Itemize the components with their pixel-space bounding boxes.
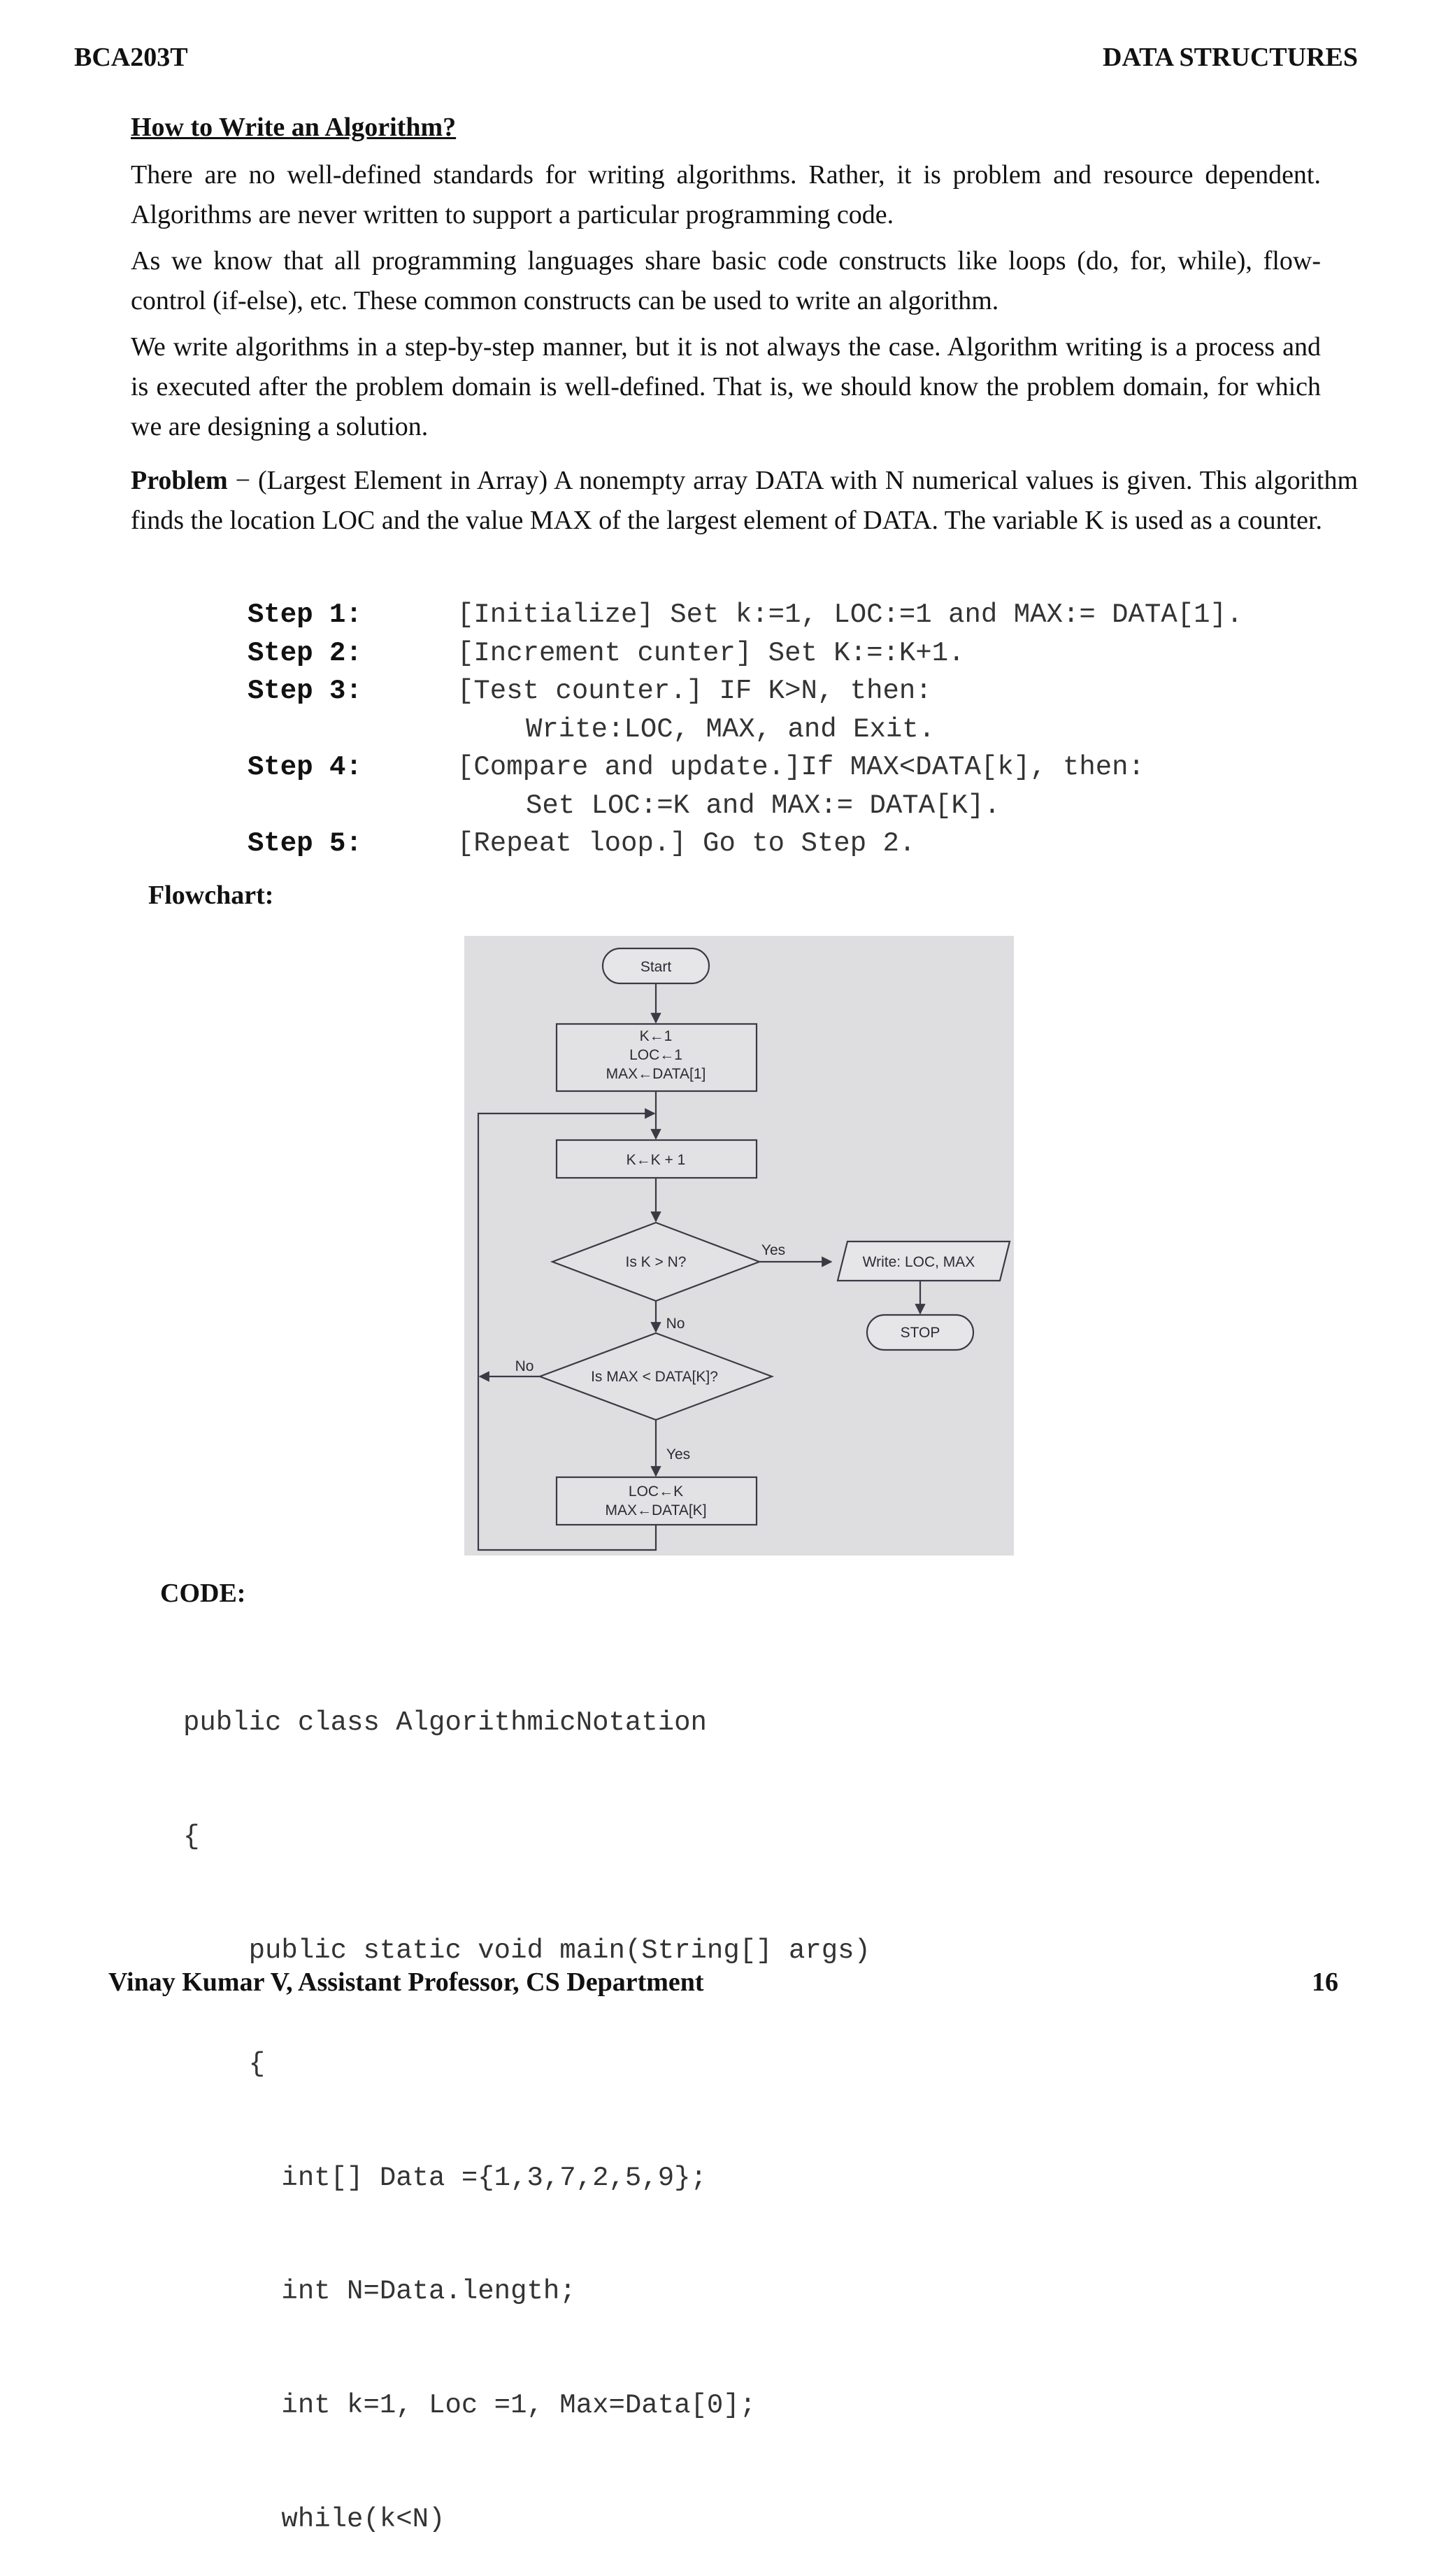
paragraph-1: There are no well-defined standards for writing algorithms. Rather, it is problem and resource dependent. Algorithms are never written to support a particular programming code. bbox=[131, 160, 1321, 229]
step-4-continuation bbox=[248, 787, 1243, 825]
section-title: How to Write an Algorithm? bbox=[131, 113, 457, 142]
init-line-1: K←1 bbox=[639, 1028, 673, 1044]
code-line: int k=1, Loc =1, Max=Data[0]; bbox=[183, 2390, 757, 2421]
problem-text: − (Largest Element in Array) A nonempty array DATA with N numerical values is given. This algorithm finds the location LOC and the value MAX of the largest element of DATA. The variable K is used as a counter. bbox=[131, 466, 1358, 535]
page-number: 16 bbox=[1312, 1967, 1338, 1997]
step-4 bbox=[248, 748, 1243, 787]
increment-label: K←K + 1 bbox=[626, 1152, 686, 1168]
code-line: int N=Data.length; bbox=[183, 2276, 576, 2307]
code-line: { bbox=[183, 1821, 200, 1853]
start-label: Start bbox=[640, 959, 672, 975]
step-text: [Repeat loop.] Go to Step 2. bbox=[457, 828, 916, 859]
code-line: { bbox=[183, 2049, 266, 2080]
update-line-1: LOC←K bbox=[628, 1483, 684, 1500]
problem-statement bbox=[131, 461, 1358, 541]
step-2 bbox=[248, 634, 1243, 673]
step-text: [Test counter.] IF K>N, then: bbox=[457, 676, 932, 706]
step-3 bbox=[248, 672, 1243, 711]
flowchart-image bbox=[464, 936, 1014, 1556]
algorithm-steps bbox=[248, 596, 1243, 863]
no-label-2: No bbox=[515, 1358, 534, 1374]
flowchart-diagram bbox=[464, 936, 1014, 1556]
decision2-label: Is MAX < DATA[K]? bbox=[591, 1369, 718, 1385]
step-label: Step 1: bbox=[248, 599, 362, 630]
course-title: DATA STRUCTURES bbox=[1103, 43, 1358, 72]
step-label: Step 3: bbox=[248, 676, 362, 706]
step-3-continuation bbox=[248, 711, 1243, 749]
init-line-3: MAX←DATA[1] bbox=[606, 1066, 706, 1082]
decision1-label: Is K > N? bbox=[625, 1254, 687, 1270]
stop-label: STOP bbox=[900, 1325, 940, 1341]
step-text: [Initialize] Set k:=1, LOC:=1 and MAX:= DATA[1]. bbox=[457, 599, 1243, 630]
problem-label: Problem bbox=[131, 466, 228, 495]
update-line-2: MAX←DATA[K] bbox=[605, 1502, 707, 1518]
footer-author: Vinay Kumar V, Assistant Professor, CS Department bbox=[108, 1967, 704, 1997]
step-text: [Increment cunter] Set K:=:K+1. bbox=[457, 637, 965, 669]
step-label: Step 5: bbox=[248, 828, 362, 859]
no-label-1: No bbox=[666, 1316, 685, 1332]
step-1 bbox=[248, 596, 1243, 634]
yes-label-1: Yes bbox=[761, 1242, 786, 1258]
paragraph-3: We write algorithms in a step-by-step manner, but it is not always the case. Algorithm writing is a process and is executed after the problem domain is well-defined. That is, we should know the problem domain, for which we are designing a solution. bbox=[131, 332, 1321, 441]
flowchart-heading: Flowchart: bbox=[148, 881, 274, 910]
init-line-2: LOC←1 bbox=[629, 1047, 682, 1063]
step-text: Write:LOC, MAX, and Exit. bbox=[526, 713, 936, 745]
step-label: Step 2: bbox=[248, 637, 362, 669]
step-text: [Compare and update.]If MAX<DATA[k], then: bbox=[457, 752, 1145, 783]
course-code: BCA203T bbox=[74, 43, 188, 72]
step-label: Step 4: bbox=[248, 752, 362, 783]
paragraph-2: As we know that all programming languages share basic code constructs like loops (do, for, while), flow-control (if-else), etc. These common constructs can be used to write an algorithm. bbox=[131, 246, 1321, 315]
code-line: while(k<N) bbox=[183, 2503, 445, 2535]
code-line: public class AlgorithmicNotation bbox=[183, 1707, 707, 1739]
code-line: int[] Data ={1,3,7,2,5,9}; bbox=[183, 2162, 707, 2193]
write-label: Write: LOC, MAX bbox=[862, 1254, 975, 1270]
code-line: public static void main(String[] args) bbox=[183, 1935, 871, 1966]
code-heading: CODE: bbox=[160, 1579, 246, 1608]
step-text: Set LOC:=K and MAX:= DATA[K]. bbox=[526, 790, 1001, 821]
yes-label-2: Yes bbox=[666, 1446, 691, 1463]
code-block bbox=[183, 1628, 871, 2576]
step-5 bbox=[248, 825, 1243, 863]
